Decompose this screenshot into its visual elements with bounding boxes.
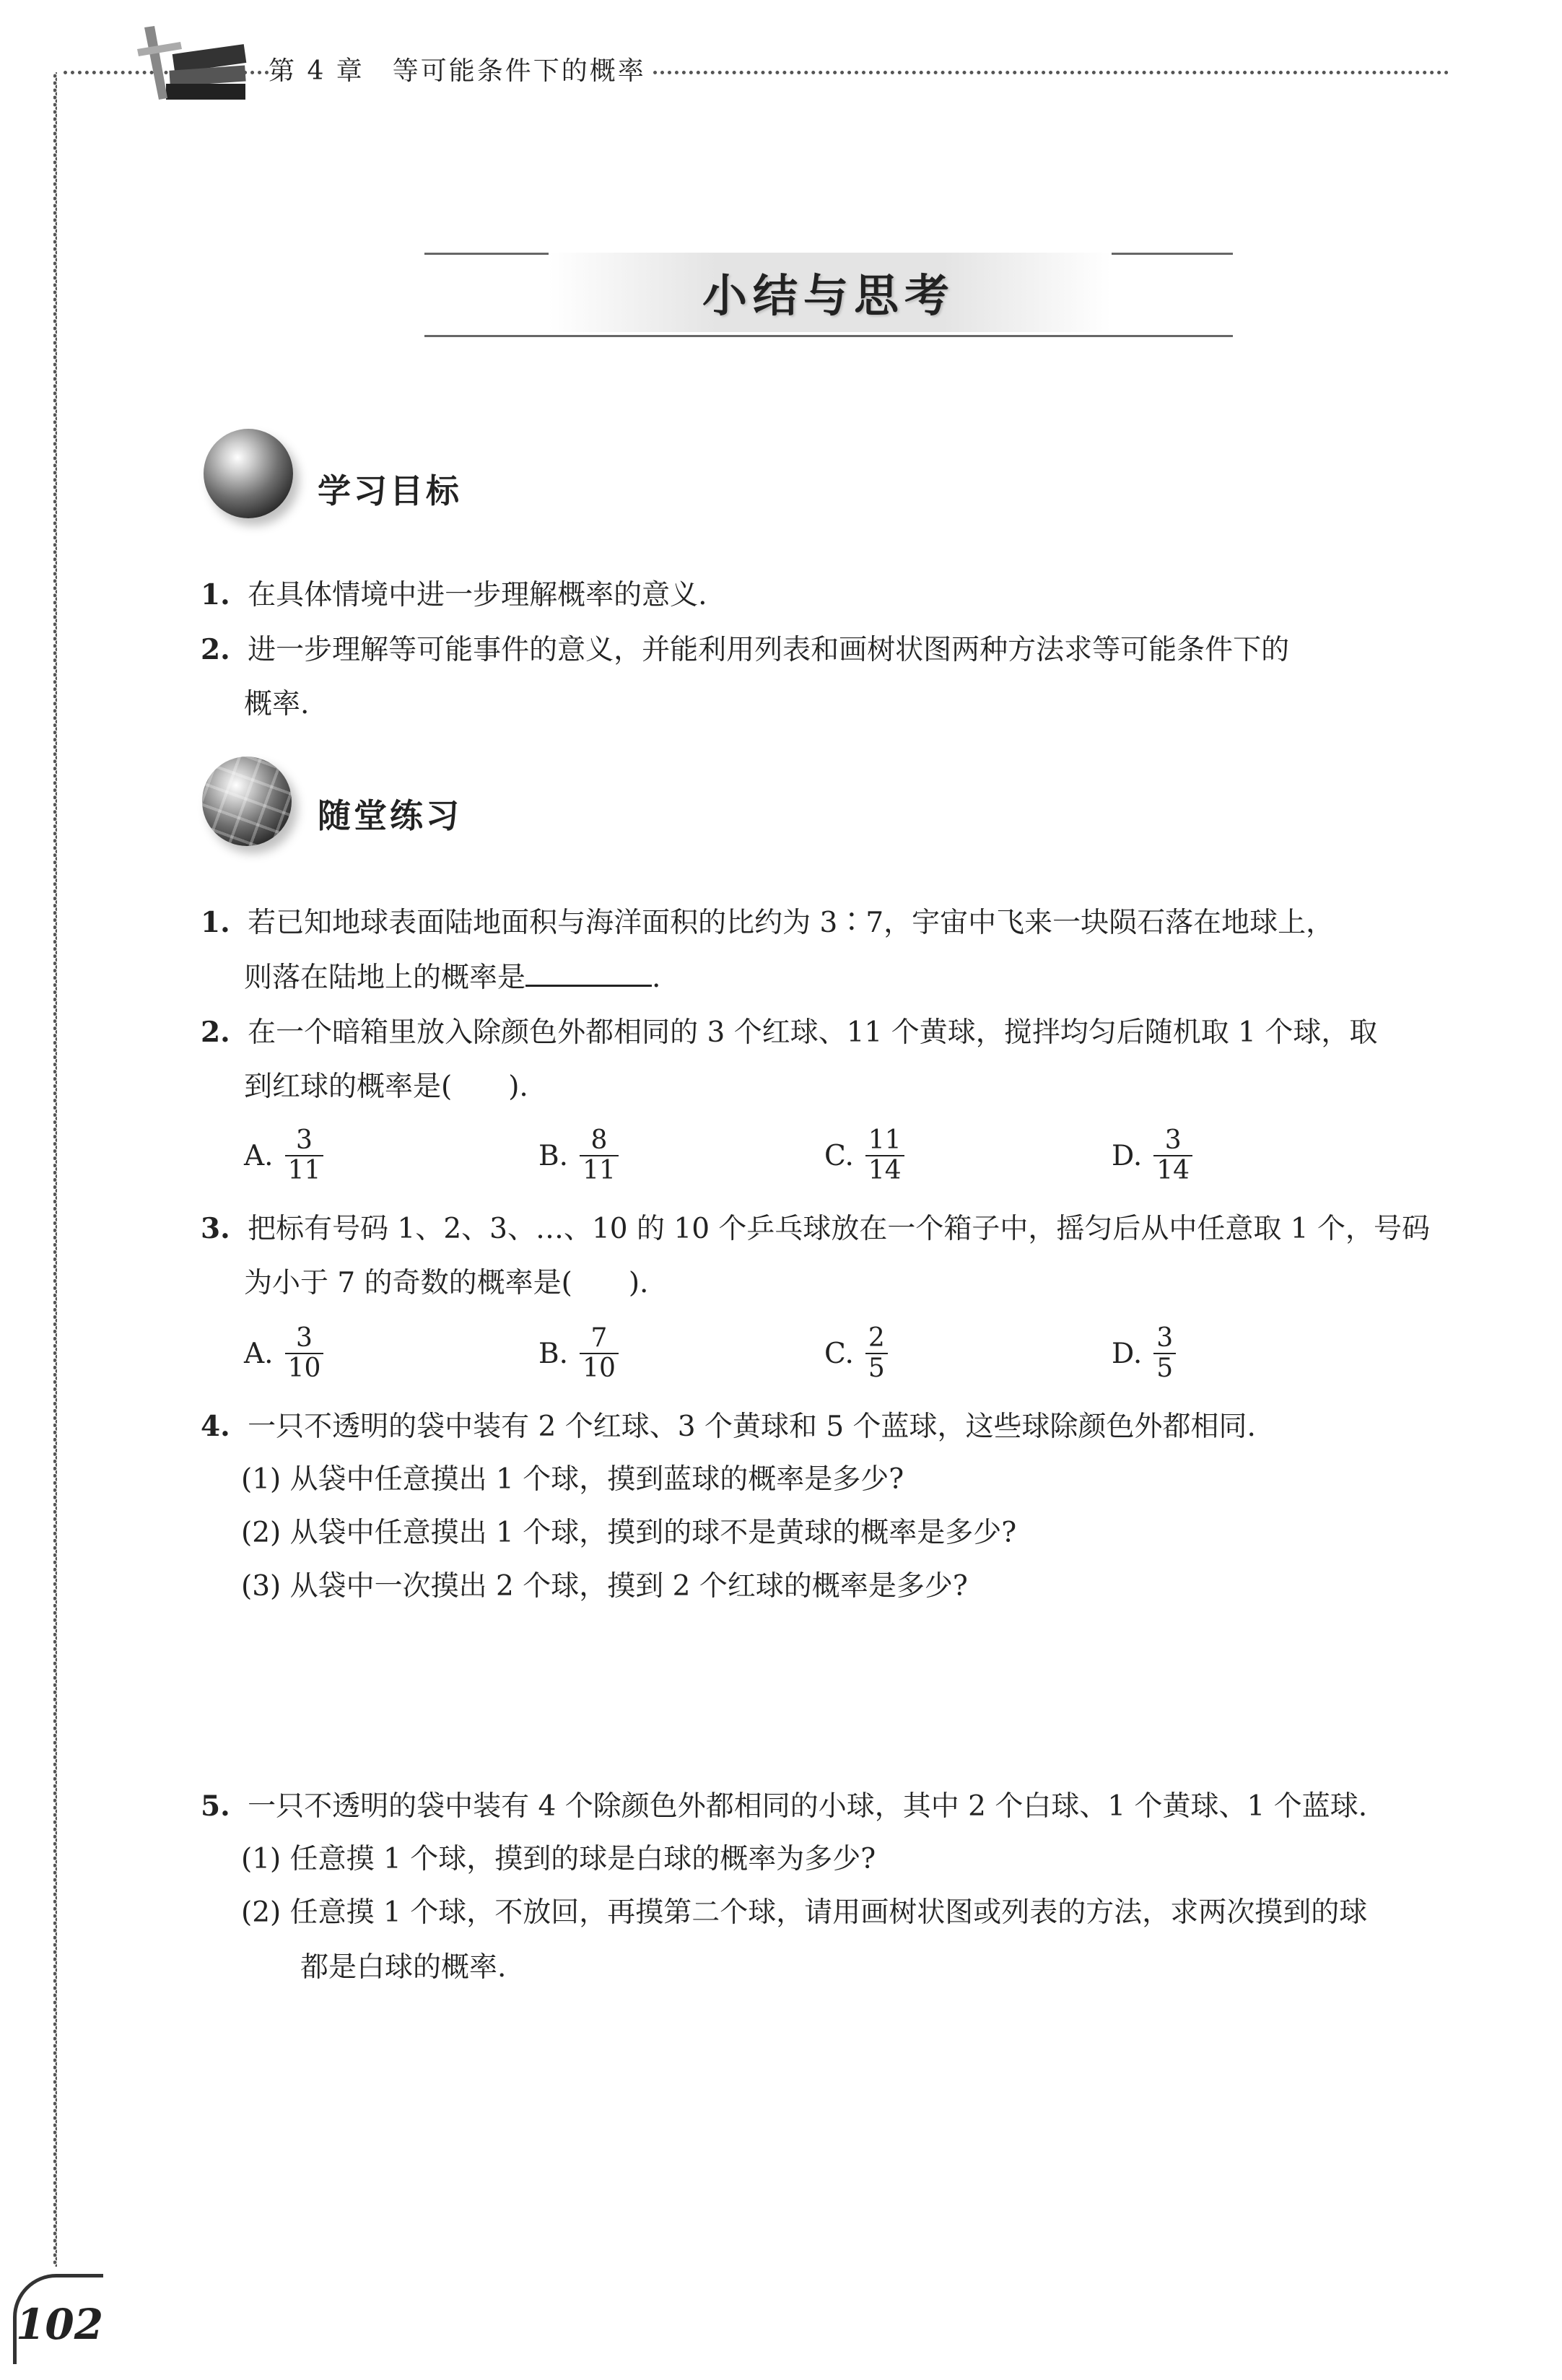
question-1 xyxy=(201,904,1334,942)
page-number: 102 xyxy=(16,2300,104,2349)
section-title-practice: 随堂练习 xyxy=(318,796,462,835)
q2-option-a[interactable] xyxy=(244,1126,323,1185)
question-2-cont: 到红球的概率是( ). xyxy=(244,1071,528,1103)
option-label: B. xyxy=(538,1139,569,1172)
fraction xyxy=(1153,1324,1176,1383)
option-label: C. xyxy=(824,1337,854,1370)
q3-option-a[interactable] xyxy=(244,1324,323,1383)
numerator: 3 xyxy=(296,1125,313,1155)
denominator: 5 xyxy=(1153,1353,1176,1383)
page-border xyxy=(53,72,57,2267)
q2-option-c[interactable] xyxy=(824,1126,904,1185)
option-label: A. xyxy=(244,1139,274,1172)
answer-blank[interactable] xyxy=(525,959,652,987)
item-text: 进一步理解等可能事件的意义，并能利用列表和画树状图两种方法求等可能条件下的 xyxy=(248,634,1290,666)
question-1-cont xyxy=(244,959,660,997)
q3-option-b[interactable] xyxy=(538,1324,619,1383)
denominator: 11 xyxy=(285,1155,324,1185)
fraction xyxy=(285,1324,324,1383)
option-label: B. xyxy=(538,1337,569,1370)
q3-option-d[interactable] xyxy=(1112,1324,1176,1383)
option-label: A. xyxy=(244,1337,274,1370)
goal-item-2 xyxy=(201,631,1289,669)
numerator: 11 xyxy=(868,1125,902,1155)
numerator: 3 xyxy=(296,1323,313,1353)
question-5-sub-1: (1) 任意摸 1 个球，摸到的球是白球的概率为多少? xyxy=(241,1843,876,1875)
question-text: . xyxy=(652,962,661,994)
question-number: 5. xyxy=(201,1790,230,1823)
section-title-goals: 学习目标 xyxy=(318,471,462,510)
option-label: C. xyxy=(824,1139,854,1172)
question-text: 若已知地球表面陆地面积与海洋面积的比约为 3∶7，宇宙中飞来一块陨石落在地球上， xyxy=(248,907,1335,939)
question-2 xyxy=(201,1014,1377,1052)
denominator: 10 xyxy=(580,1353,619,1383)
question-4-sub-2: (2) 从袋中任意摸出 1 个球，摸到的球不是黄球的概率是多少? xyxy=(241,1517,1017,1549)
q3-option-c[interactable] xyxy=(824,1324,888,1383)
numerator: 3 xyxy=(1164,1125,1182,1155)
option-label: D. xyxy=(1112,1139,1143,1172)
question-number: 1. xyxy=(201,906,230,939)
denominator: 11 xyxy=(580,1155,619,1185)
fraction xyxy=(865,1126,904,1185)
question-text: 则落在陆地上的概率是 xyxy=(244,962,526,994)
question-number: 3. xyxy=(201,1212,230,1245)
fraction xyxy=(1153,1126,1192,1185)
question-3-cont: 为小于 7 的奇数的概率是( ). xyxy=(244,1267,649,1299)
question-5-sub-2: (2) 任意摸 1 个球，不放回，再摸第二个球，请用画树状图或列表的方法，求两次摸到的球 xyxy=(241,1896,1368,1929)
title-rule-bottom xyxy=(424,335,1233,337)
item-number: 1. xyxy=(201,578,230,611)
denominator: 5 xyxy=(865,1353,888,1383)
fraction xyxy=(865,1324,888,1383)
q2-option-d[interactable] xyxy=(1112,1126,1192,1185)
question-4 xyxy=(201,1408,1256,1446)
question-number: 4. xyxy=(201,1410,230,1443)
question-text: 在一个暗箱里放入除颜色外都相同的 3 个红球、11 个黄球，搅拌均匀后随机取 1 个球，取 xyxy=(248,1016,1378,1049)
question-4-sub-1: (1) 从袋中任意摸出 1 个球，摸到蓝球的概率是多少? xyxy=(241,1463,904,1496)
denominator: 14 xyxy=(1153,1155,1192,1185)
question-5 xyxy=(201,1787,1367,1826)
item-text: 在具体情境中进一步理解概率的意义. xyxy=(248,579,707,611)
numerator: 8 xyxy=(590,1125,608,1155)
question-4-sub-3: (3) 从袋中一次摸出 2 个球，摸到 2 个红球的概率是多少? xyxy=(241,1570,968,1603)
question-text: 一只不透明的袋中装有 2 个红球、3 个黄球和 5 个蓝球，这些球除颜色外都相同. xyxy=(248,1411,1256,1443)
page-title: 小结与思考 xyxy=(702,269,955,322)
goal-item-2-cont: 概率. xyxy=(244,688,310,720)
denominator: 10 xyxy=(285,1353,324,1383)
book-logo-icon xyxy=(130,20,253,107)
question-3 xyxy=(201,1210,1430,1248)
numerator: 2 xyxy=(868,1323,885,1353)
goal-item-1 xyxy=(201,576,707,614)
numerator: 7 xyxy=(590,1323,608,1353)
chapter-title: 第 4 章 等可能条件下的概率 xyxy=(269,51,650,87)
denominator: 14 xyxy=(865,1155,904,1185)
option-label: D. xyxy=(1112,1337,1143,1370)
fraction xyxy=(285,1126,324,1185)
numerator: 3 xyxy=(1156,1323,1174,1353)
q2-option-b[interactable] xyxy=(538,1126,619,1185)
fraction xyxy=(580,1324,619,1383)
item-number: 2. xyxy=(201,633,230,666)
question-5-sub-2-cont: 都是白球的概率. xyxy=(300,1951,507,1984)
question-text: 一只不透明的袋中装有 4 个除颜色外都相同的小球，其中 2 个白球、1 个黄球、1 个蓝球. xyxy=(248,1790,1368,1823)
question-number: 2. xyxy=(201,1016,230,1049)
globe-grid-icon xyxy=(202,757,292,846)
fraction xyxy=(580,1126,619,1185)
globe-icon xyxy=(204,429,293,518)
question-text: 把标有号码 1、2、3、…、10 的 10 个乒乓球放在一个箱子中，摇匀后从中任意取 1 个，号码 xyxy=(248,1213,1431,1245)
